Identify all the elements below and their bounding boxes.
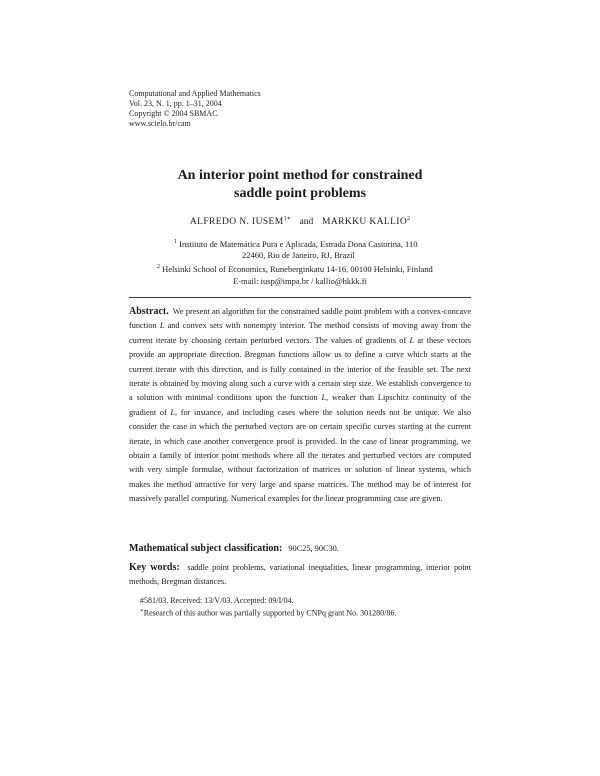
abstract-text-1: We present an algorithm for the constrained saddle point problem with a convex-concave function xyxy=(129,307,471,331)
abstract xyxy=(129,305,471,507)
abstract-heading: Abstract. xyxy=(129,306,169,317)
footnotes xyxy=(140,595,396,619)
abstract-symbol-l: L xyxy=(170,407,176,417)
journal-website: www.scielo.br/cam xyxy=(129,119,191,128)
keywords xyxy=(129,561,471,590)
title-line-2: saddle point problems xyxy=(234,186,366,201)
affiliation-1 xyxy=(174,236,417,250)
affiliation-1-line-1: Instituto de Matemática Pura e Aplicada, Estrada Dona Castorina, 110 xyxy=(179,238,418,249)
msc-heading: Mathematical subject classification: xyxy=(129,543,283,554)
affiliation-2 xyxy=(157,261,433,275)
author-list xyxy=(0,215,600,227)
affiliation-1-line-2: 22460, Rio de Janeiro, RJ, Brazil xyxy=(242,250,355,260)
affiliation-2-mark: 2 xyxy=(157,264,160,270)
abstract-text-4: , weaker than Lipschitz continuity of the gradient of xyxy=(129,393,471,417)
affiliation-1-mark: 1 xyxy=(174,239,177,245)
abstract-symbol-l: L xyxy=(409,335,415,345)
title-line-1: An interior point method for constrained xyxy=(177,168,423,183)
abstract-symbol-l: L xyxy=(321,393,327,403)
journal-header xyxy=(129,89,261,129)
keywords-text: saddle point problems, variational inequalities, linear programming, interior point methods, Bregman distances. xyxy=(129,563,471,587)
contact-email: E-mail: iusp@impa.br / kallio@hkkk.fi xyxy=(233,276,367,286)
header-divider xyxy=(129,297,471,298)
footnote-funding-mark: ∗ xyxy=(140,608,144,614)
affiliation-2-line-1: Helsinki School of Economics, Runeberginkatu 14-16, 00100 Helsinki, Finland xyxy=(162,263,433,274)
subject-classification xyxy=(129,543,339,554)
author-conjunction: and xyxy=(299,217,314,228)
journal-volume: Vol. 23, N. 1, pp. 1–31, 2004 xyxy=(129,99,222,108)
author-1-marks: 1∗ xyxy=(283,216,291,222)
keywords-heading: Key words: xyxy=(129,562,180,573)
abstract-text-5: , for instance, and including cases where the solution needs not be unique. We also consider the case in which the perturbed vectors are on certain specific curves starting at the current iterate, in which case another convergence proof is provided. In the case of linear programming, we obtain a family of interior point methods where all the iterates and perturbed vectors are computed with very simple formulae, without factorization of matrices or solution of linear systems, which makes the method attractive for very large and sparse matrices. The method may be of interest for massively parallel computing. Numerical examples for the linear programming case are given. xyxy=(129,407,472,504)
journal-copyright: Copyright © 2004 SBMAC xyxy=(129,109,218,118)
author-2-marks: 2 xyxy=(407,216,411,222)
abstract-text-3: at these vectors provide an appropriate direction. Bregman functions allow us to define a curve which starts at the current iterate with this direction, and is fully contained in the interior of the feasible set. The next iterate is obtained by moving along such a curve with a certain step size. We establish convergence to a solution with minimal conditions upon the function xyxy=(129,335,471,403)
footnote-funding-text: Research of this author was partially supported by CNPq grant No. 301280/86. xyxy=(143,608,397,618)
footnote-received: #581/03. Received: 13/V/03. Accepted: 09/I/04. xyxy=(140,596,294,605)
abstract-text-2: and convex sets with nonempty interior. The method consists of moving away from the current iterate by choosing certain perturbed vectors. The values of gradients of xyxy=(129,321,471,345)
msc-codes: 90C25, 90C30. xyxy=(288,544,339,553)
paper-title xyxy=(0,167,600,203)
author-2: MARKKU KALLIO xyxy=(321,217,408,228)
footnote-funding xyxy=(140,606,396,619)
journal-name: Computational and Applied Mathematics xyxy=(129,89,261,98)
abstract-symbol-l: L xyxy=(159,321,165,331)
author-1: ALFREDO N. IUSEM xyxy=(189,217,284,228)
